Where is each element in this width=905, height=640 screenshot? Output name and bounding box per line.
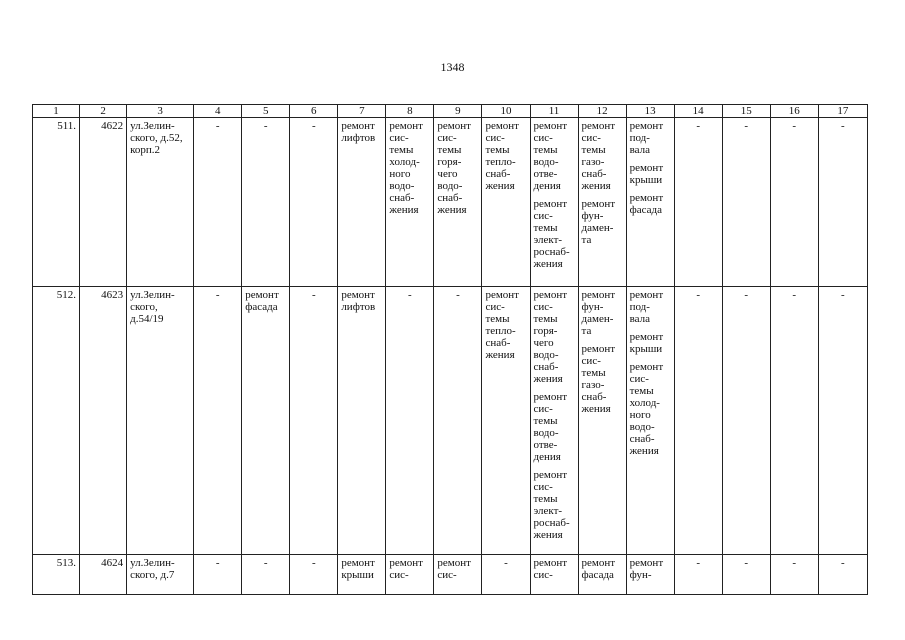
work-item-line: водо-	[533, 427, 559, 439]
header-cell: 8	[386, 105, 434, 118]
work-item-line: под-	[629, 132, 650, 144]
work-item-line: темы	[533, 415, 558, 427]
work-item	[534, 391, 575, 463]
work-item	[630, 557, 671, 581]
work-item-line: ного	[389, 168, 411, 180]
header-cell: 14	[674, 105, 722, 118]
work-item-line: ремонт	[581, 557, 616, 569]
work-item-line: сис-	[437, 569, 457, 581]
work-item-line: сис-	[533, 210, 553, 222]
work-type-cell	[386, 555, 434, 595]
work-item	[630, 192, 671, 216]
work-item-line: водо-	[533, 156, 559, 168]
empty-mark-cell: -	[818, 287, 867, 555]
work-item-line: ремонт	[437, 557, 471, 569]
work-item-line: роснаб-	[533, 517, 570, 529]
empty-mark-cell: -	[290, 287, 338, 555]
work-item-line: сис-	[533, 301, 553, 313]
work-item	[389, 120, 430, 216]
work-item-line: ремонт	[485, 289, 519, 301]
work-item-line: темы	[629, 385, 654, 397]
work-item-line: ремонт	[389, 120, 423, 132]
work-item-line: фасада	[245, 301, 278, 313]
work-item-line: ремонт	[341, 557, 375, 569]
work-item	[534, 557, 575, 581]
work-item-line: темы	[437, 144, 462, 156]
work-item-line: фун-	[629, 569, 652, 581]
work-item-line: ремонт	[629, 289, 664, 301]
work-type-cell	[626, 555, 674, 595]
work-item-line: ремонт	[581, 198, 616, 210]
work-item	[437, 557, 478, 581]
address-line: ского,	[130, 301, 158, 313]
work-item-line: снаб-	[629, 433, 655, 445]
work-item-line: газо-	[581, 156, 605, 168]
work-item-line: отве-	[533, 168, 558, 180]
work-item	[534, 289, 575, 385]
work-item-line: ремонт	[581, 289, 616, 301]
empty-mark-cell: -	[290, 555, 338, 595]
work-item-line: сис-	[533, 132, 553, 144]
page-number: 1348	[440, 60, 465, 74]
work-item-line: водо-	[533, 349, 559, 361]
header-cell: 1	[33, 105, 80, 118]
empty-mark-cell: -	[818, 555, 867, 595]
work-type-cell	[578, 287, 626, 555]
work-item-line: темы	[581, 144, 606, 156]
table-body	[33, 118, 868, 595]
header-cell: 13	[626, 105, 674, 118]
empty-mark-cell: -	[386, 287, 434, 555]
work-item-line: жения	[533, 373, 563, 385]
header-cell: 7	[338, 105, 386, 118]
table-row	[33, 118, 868, 287]
work-item-line: ремонт	[437, 120, 471, 132]
work-item-line: ремонт	[533, 120, 568, 132]
work-item	[582, 198, 623, 246]
work-type-cell	[242, 287, 290, 555]
work-item-line: холод-	[629, 397, 660, 409]
work-item	[341, 120, 382, 144]
empty-mark-cell: -	[722, 118, 770, 287]
header-cell: 9	[434, 105, 482, 118]
address-cell	[127, 555, 194, 595]
work-item-line: темы	[389, 144, 414, 156]
work-item	[485, 289, 526, 361]
work-item	[534, 120, 575, 192]
work-type-cell	[530, 118, 578, 287]
work-item-line: ремонт	[533, 289, 568, 301]
header-cell: 12	[578, 105, 626, 118]
work-item	[485, 120, 526, 192]
header-cell: 10	[482, 105, 530, 118]
header-cell: 2	[80, 105, 127, 118]
empty-mark-cell: -	[482, 555, 530, 595]
address-line: ского, д.7	[130, 569, 175, 581]
empty-mark-cell: -	[722, 555, 770, 595]
address-line: ул.Зелин-	[130, 120, 175, 132]
work-item-line: сис-	[485, 132, 505, 144]
work-item-line: газо-	[581, 379, 605, 391]
work-item-line: вала	[629, 313, 650, 325]
empty-mark-cell: -	[674, 555, 722, 595]
work-type-cell	[626, 287, 674, 555]
empty-mark-cell: -	[818, 118, 867, 287]
address-line: ского, д.52,	[130, 132, 183, 144]
work-item-line: дамен-	[581, 313, 614, 325]
work-type-cell	[434, 118, 482, 287]
work-item-line: ного	[629, 409, 651, 421]
work-item-line: чего	[437, 168, 458, 180]
work-type-cell	[338, 118, 386, 287]
work-item-line: та	[581, 325, 592, 337]
empty-mark-cell: -	[770, 555, 818, 595]
work-type-cell	[530, 287, 578, 555]
address-cell	[127, 287, 194, 555]
work-item-line: сис-	[581, 132, 601, 144]
work-item-line: ремонт	[533, 557, 568, 569]
work-item-line: темы	[581, 367, 606, 379]
empty-mark-cell: -	[242, 555, 290, 595]
work-item-line: снаб-	[389, 192, 415, 204]
work-item-line: водо-	[629, 421, 655, 433]
repair-schedule-table	[32, 104, 868, 595]
work-item-line: ремонт	[629, 361, 664, 373]
work-item-line: водо-	[437, 180, 463, 192]
table-row	[33, 287, 868, 555]
work-item-line: ремонт	[629, 120, 664, 132]
address-line: ул.Зелин-	[130, 557, 175, 569]
work-type-cell	[434, 555, 482, 595]
work-item-line: снаб-	[581, 168, 607, 180]
work-type-cell	[482, 287, 530, 555]
header-cell: 16	[770, 105, 818, 118]
empty-mark-cell: -	[194, 287, 242, 555]
address-line: д.54/19	[130, 313, 164, 325]
header-cell: 11	[530, 105, 578, 118]
work-type-cell	[338, 287, 386, 555]
work-item	[630, 162, 671, 186]
empty-mark-cell: -	[770, 118, 818, 287]
work-item-line: сис-	[533, 481, 553, 493]
work-item-line: крыши	[629, 343, 663, 355]
object-code-cell: 4624	[80, 555, 127, 595]
work-item-line: снаб-	[485, 168, 511, 180]
work-item-line: темы	[485, 144, 510, 156]
work-item-line: сис-	[485, 301, 505, 313]
work-item-line: ремонт	[533, 198, 568, 210]
work-item	[341, 557, 382, 581]
work-item-line: снаб-	[485, 337, 511, 349]
work-item-line: сис-	[389, 132, 409, 144]
work-item-line: ремонт	[629, 162, 664, 174]
work-item-line: дамен-	[581, 222, 614, 234]
work-type-cell	[482, 118, 530, 287]
work-item-line: жения	[485, 349, 515, 361]
work-item-line: горя-	[533, 325, 558, 337]
work-item-line: сис-	[581, 355, 601, 367]
work-item-line: ремонт	[629, 331, 664, 343]
work-item-line: сис-	[629, 373, 649, 385]
table-container	[32, 104, 868, 597]
address-line: корп.2	[130, 144, 161, 156]
work-type-cell	[626, 118, 674, 287]
work-item-line: жения	[581, 180, 611, 192]
work-item-line: сис-	[533, 569, 553, 581]
work-item-line: роснаб-	[533, 246, 570, 258]
column-number-header	[33, 105, 868, 118]
row-number-cell: 512.	[33, 287, 80, 555]
work-item-line: жения	[581, 403, 611, 415]
work-item	[534, 198, 575, 270]
work-item	[582, 343, 623, 415]
work-item-line: тепло-	[485, 156, 516, 168]
work-item-line: жения	[629, 445, 659, 457]
work-item-line: элект-	[533, 234, 563, 246]
work-item-line: ремонт	[341, 289, 375, 301]
address-line: ул.Зелин-	[130, 289, 175, 301]
header-cell: 4	[194, 105, 242, 118]
work-item	[437, 120, 478, 216]
empty-mark-cell: -	[194, 555, 242, 595]
work-item-line: чего	[533, 337, 554, 349]
empty-mark-cell: -	[722, 287, 770, 555]
work-item	[341, 289, 382, 313]
header-cell: 3	[127, 105, 194, 118]
work-item-line: лифтов	[341, 301, 376, 313]
work-item-line: дения	[533, 451, 561, 463]
work-item-line: сис-	[533, 403, 553, 415]
work-item	[630, 120, 671, 156]
work-item-line: отве-	[533, 439, 558, 451]
work-item	[582, 120, 623, 192]
work-item-line: крыши	[629, 174, 663, 186]
work-item-line: темы	[485, 313, 510, 325]
work-item-line: ремонт	[245, 289, 279, 301]
work-item-line: ремонт	[533, 391, 568, 403]
work-item	[582, 289, 623, 337]
empty-mark-cell: -	[194, 118, 242, 287]
work-item-line: вала	[629, 144, 650, 156]
work-item-line: темы	[533, 144, 558, 156]
work-item-line: холод-	[389, 156, 420, 168]
empty-mark-cell: -	[434, 287, 482, 555]
work-item-line: сис-	[437, 132, 457, 144]
work-item-line: фун-	[581, 301, 604, 313]
work-item-line: ремонт	[485, 120, 519, 132]
empty-mark-cell: -	[770, 287, 818, 555]
address-cell	[127, 118, 194, 287]
object-code-cell: 4623	[80, 287, 127, 555]
work-type-cell	[338, 555, 386, 595]
row-number-cell: 511.	[33, 118, 80, 287]
work-item-line: темы	[533, 222, 558, 234]
work-item-line: дения	[533, 180, 561, 192]
work-item-line: фасада	[581, 569, 614, 581]
work-item-line: ремонт	[629, 557, 664, 569]
work-item	[630, 361, 671, 457]
work-item-line: снаб-	[437, 192, 463, 204]
empty-mark-cell: -	[290, 118, 338, 287]
row-number-cell: 513.	[33, 555, 80, 595]
work-item-line: ремонт	[581, 343, 616, 355]
work-item-line: жения	[485, 180, 515, 192]
work-item	[534, 469, 575, 541]
header-cell: 17	[818, 105, 867, 118]
work-item-line: лифтов	[341, 132, 376, 144]
work-item-line: элект-	[533, 505, 563, 517]
work-item-line: крыши	[341, 569, 374, 581]
header-cell: 15	[722, 105, 770, 118]
work-item-line: ремонт	[341, 120, 375, 132]
object-code-cell: 4622	[80, 118, 127, 287]
work-item-line: ремонт	[533, 469, 568, 481]
work-item-line: темы	[533, 313, 558, 325]
work-item-line: жения	[533, 529, 563, 541]
work-item-line: ремонт	[389, 557, 423, 569]
work-type-cell	[578, 118, 626, 287]
work-type-cell	[386, 118, 434, 287]
work-item	[582, 557, 623, 581]
work-item-line: ремонт	[581, 120, 616, 132]
work-item	[245, 289, 286, 313]
empty-mark-cell: -	[674, 287, 722, 555]
work-item	[630, 331, 671, 355]
work-item-line: фун-	[581, 210, 604, 222]
header-cell: 5	[242, 105, 290, 118]
work-item-line: под-	[629, 301, 650, 313]
table-row	[33, 555, 868, 595]
header-cell: 6	[290, 105, 338, 118]
work-item-line: жения	[533, 258, 563, 270]
work-item-line: та	[581, 234, 592, 246]
empty-mark-cell: -	[242, 118, 290, 287]
work-item-line: водо-	[389, 180, 415, 192]
work-item-line: сис-	[389, 569, 409, 581]
work-item-line: жения	[389, 204, 419, 216]
work-item-line: ремонт	[629, 192, 664, 204]
work-type-cell	[578, 555, 626, 595]
work-item	[630, 289, 671, 325]
work-item-line: снаб-	[533, 361, 559, 373]
work-item-line: фасада	[629, 204, 662, 216]
work-item	[389, 557, 430, 581]
work-item-line: тепло-	[485, 325, 516, 337]
work-item-line: темы	[533, 493, 558, 505]
work-item-line: жения	[437, 204, 467, 216]
empty-mark-cell: -	[674, 118, 722, 287]
work-item-line: горя-	[437, 156, 462, 168]
work-type-cell	[530, 555, 578, 595]
work-item-line: снаб-	[581, 391, 607, 403]
